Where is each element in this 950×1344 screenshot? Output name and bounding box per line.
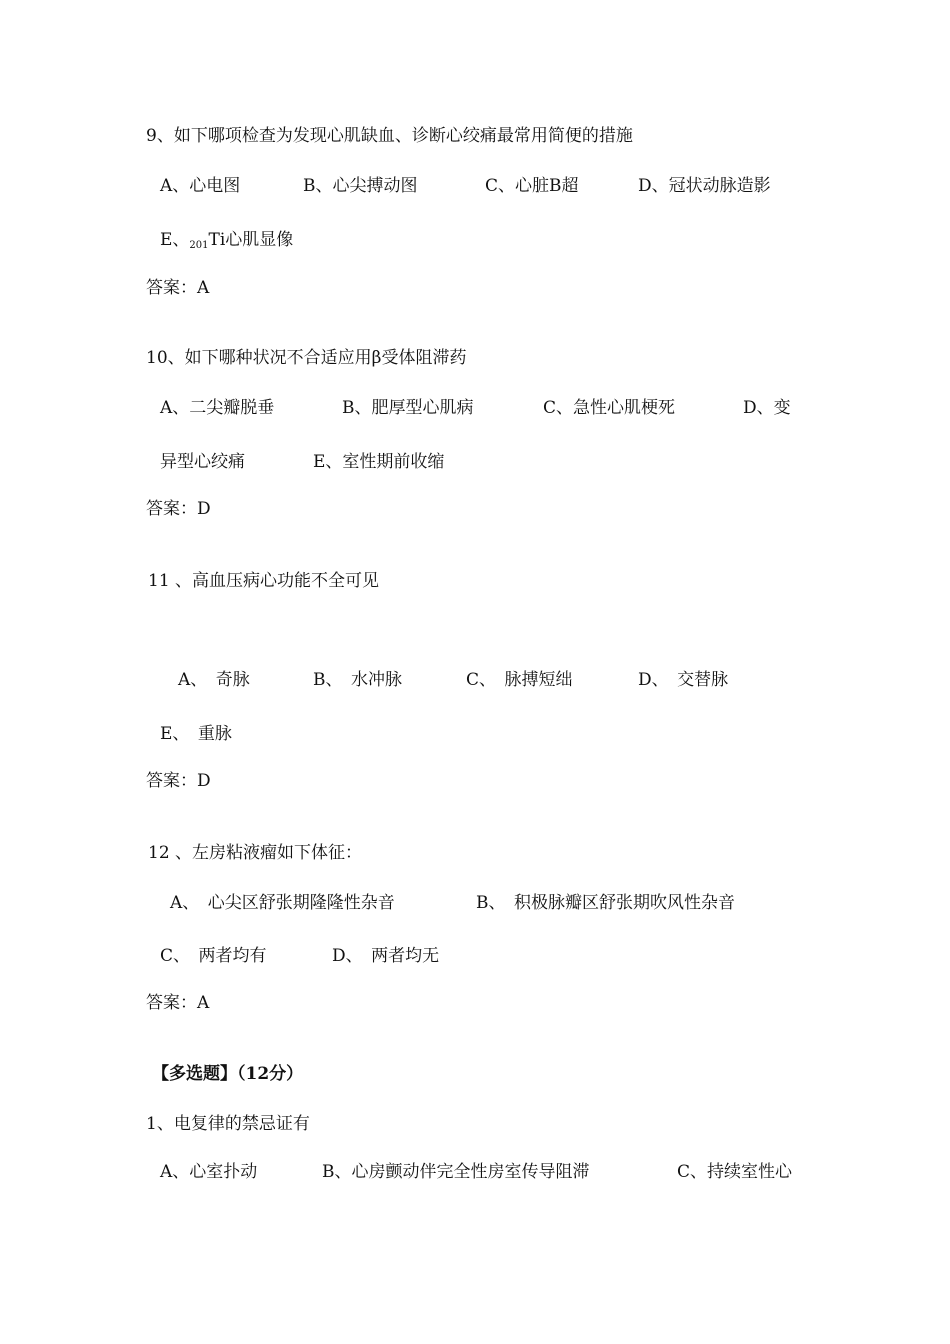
question-9-option-e [160, 229, 293, 257]
question-11-option-d: D、 交替脉 [638, 670, 729, 690]
question-11-option-b: B、 水冲脉 [313, 670, 402, 690]
question-11-answer: 答案：D [146, 771, 211, 791]
question-9-option-e-subscript: 201 [189, 240, 209, 251]
question-12-option-d: D、 两者均无 [332, 946, 440, 966]
question-12-option-b: B、 积极脉瓣区舒张期吹风性杂音 [476, 893, 735, 913]
multi-question-1-option-c: C、持续室性心 [677, 1162, 793, 1182]
question-9-option-a: A、心电图 [160, 176, 241, 196]
question-10-option-e: E、室性期前收缩 [313, 452, 445, 472]
question-9-option-e-prefix: E、 [160, 230, 190, 250]
question-9-option-d: D、冠状动脉造影 [638, 176, 771, 196]
multi-question-1-option-b: B、心房颤动伴完全性房室传导阻滞 [322, 1162, 590, 1182]
question-10-stem: 10、如下哪种状况不合适应用β受体阻滞药 [146, 348, 467, 368]
question-10-option-a: A、二尖瓣脱垂 [160, 398, 275, 418]
question-11-option-c: C、 脉搏短绌 [466, 670, 573, 690]
question-11-option-e: E、 重脉 [160, 724, 232, 744]
question-12-option-a: A、 心尖区舒张期隆隆性杂音 [170, 893, 395, 913]
question-9-answer: 答案：A [146, 278, 210, 298]
question-10-answer: 答案：D [146, 499, 211, 519]
multi-question-1-stem: 1、电复律的禁忌证有 [146, 1114, 310, 1134]
question-10-option-d-continued: 异型心绞痛 [160, 452, 245, 472]
question-12-answer: 答案：A [146, 993, 210, 1013]
question-11-stem: 11 、高血压病心功能不全可见 [148, 571, 380, 591]
section-title-multiple-choice: 【多选题】（12分） [152, 1064, 304, 1084]
question-9-option-e-text: Ti心肌显像 [208, 230, 294, 250]
question-9-stem: 9、如下哪项检查为发现心肌缺血、诊断心绞痛最常用简便的措施 [146, 126, 633, 146]
multi-question-1-option-a: A、心室扑动 [160, 1162, 258, 1182]
question-10-option-d: D、变 [743, 398, 791, 418]
question-11-option-a: A、 奇脉 [178, 670, 250, 690]
question-9-option-c: C、心脏B超 [485, 176, 579, 196]
question-12-stem: 12 、左房粘液瘤如下体征： [148, 843, 363, 863]
question-10-option-b: B、肥厚型心肌病 [342, 398, 474, 418]
question-9-option-b: B、心尖搏动图 [303, 176, 418, 196]
question-10-option-c: C、急性心肌梗死 [543, 398, 676, 418]
question-12-option-c: C、 两者均有 [160, 946, 267, 966]
